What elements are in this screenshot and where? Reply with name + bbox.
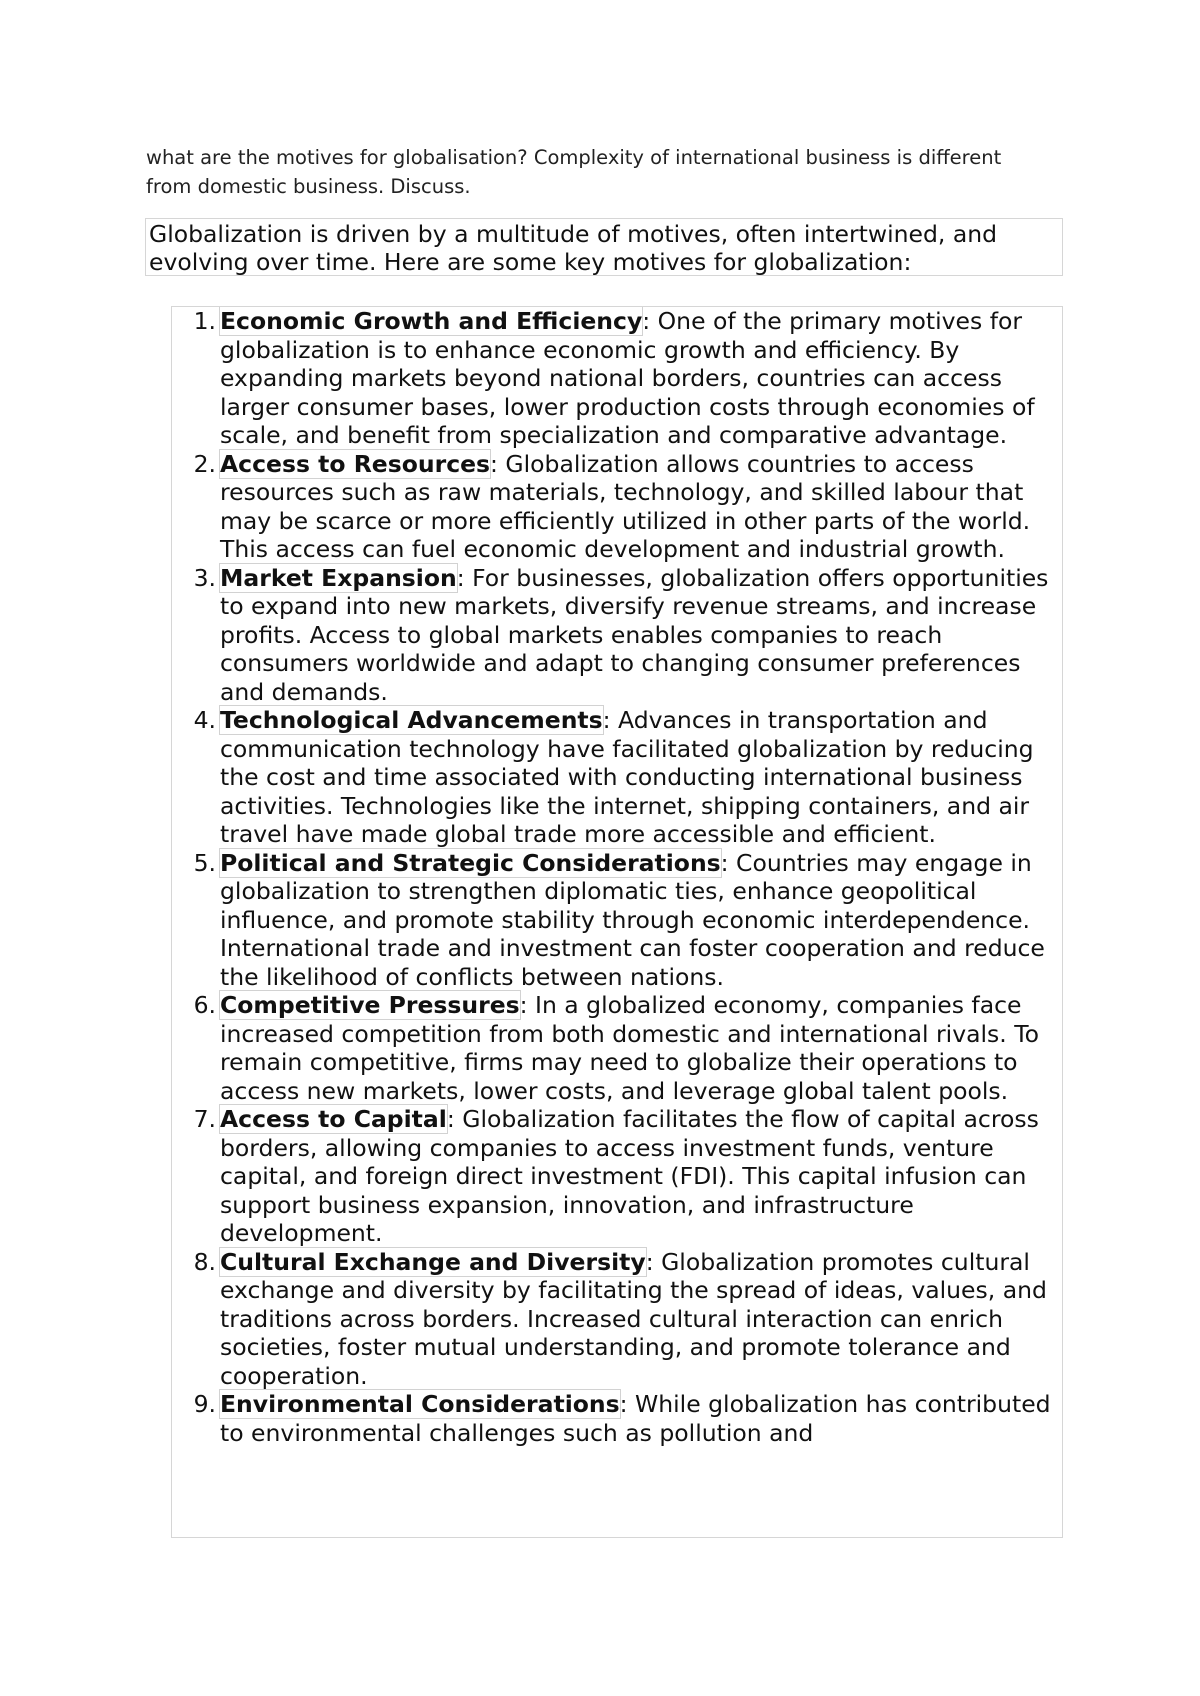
list-item [172,991,1062,1105]
list-item [172,1390,1062,1447]
list-item-number: 2. [193,449,216,478]
list-item-text: : While globalization has contributed to environmental challenges such as pollution and [220,1390,1051,1447]
list-item [172,1248,1062,1391]
list-item-number: 5. [193,848,216,877]
list-item [172,307,1062,450]
list-item-text: : For businesses, globalization offers opportunities to expand into new markets, diversify revenue streams, and increase profits. Access to global markets enables companies to reach consumers worldwide and adapt to changing consumer preferences and demands. [220,563,1049,706]
list-item [172,1105,1062,1248]
list-item-number: 4. [193,706,216,734]
list-item-title: Economic Growth and Efficiency [220,307,643,335]
list-item-text: : Globalization promotes cultural exchange and diversity by facilitating the spread of ideas, values, and traditions across borders. Increased cultural interaction can enrich societies, foster mutual understanding, and promote tolerance and cooperation. [220,1247,1047,1390]
list-item-number: 6. [193,991,216,1019]
list-item [172,849,1062,992]
list-item-text: : Globalization allows countries to access resources such as raw materials, technology, and skilled labour that may be scarce or more efficiently utilized in other parts of the world. This access can fuel economic development and industrial growth. [220,449,1031,563]
question-text: what are the motives for globalisation? Complexity of international business is different from domestic business. Discuss. [146,146,1002,198]
list-item-title: Access to Capital [220,1105,447,1133]
motives-list [172,307,1062,1447]
list-item-number: 8. [193,1247,216,1276]
list-item-number: 9. [193,1390,216,1418]
motives-list-container [171,306,1063,1538]
list-item-title: Political and Strategic Considerations [220,848,721,877]
list-item-number: 7. [193,1105,216,1133]
list-item-title: Technological Advancements [220,706,603,734]
list-item [172,706,1062,849]
list-item-number: 3. [193,563,216,592]
list-item-text: : Globalization facilitates the flow of capital across borders, allowing companies to access investment funds, venture capital, and foreign direct investment (FDI). This capital infusion can support business expansion, innovation, and infrastructure development. [220,1105,1039,1247]
list-item-text: : In a globalized economy, companies face increased competition from both domestic and international rivals. To remain competitive, firms may need to globalize their operations to access new markets, lower costs, and leverage global talent pools. [220,991,1039,1105]
list-item-title: Competitive Pressures [220,991,520,1019]
list-item [172,564,1062,707]
list-item-text: : One of the primary motives for globalization is to enhance economic growth and efficiency. By expanding markets beyond national borders, countries can access larger consumer bases, lower production costs through economies of scale, and benefit from specialization and comparative advantage. [220,307,1035,449]
list-item [172,450,1062,564]
list-item-title: Cultural Exchange and Diversity [220,1247,646,1276]
list-item-title: Market Expansion [220,563,457,592]
list-item-title: Access to Resources [220,449,491,478]
list-item-text: : Countries may engage in globalization to strengthen diplomatic ties, enhance geopolitical influence, and promote stability through economic interdependence. International trade and investment can foster cooperation and reduce the likelihood of conflicts between nations. [220,848,1045,991]
list-item-text: : Advances in transportation and communication technology have facilitated globalization by reducing the cost and time associated with conducting international business activities. Technologies like the internet, shipping containers, and air travel have made global trade more accessible and efficient. [220,706,1034,848]
intro-paragraph: Globalization is driven by a multitude of motives, often intertwined, and evolving over time. Here are some key motives for globalization: [145,218,1063,276]
list-item-title: Environmental Considerations [220,1390,620,1418]
list-item-number: 1. [193,307,216,335]
